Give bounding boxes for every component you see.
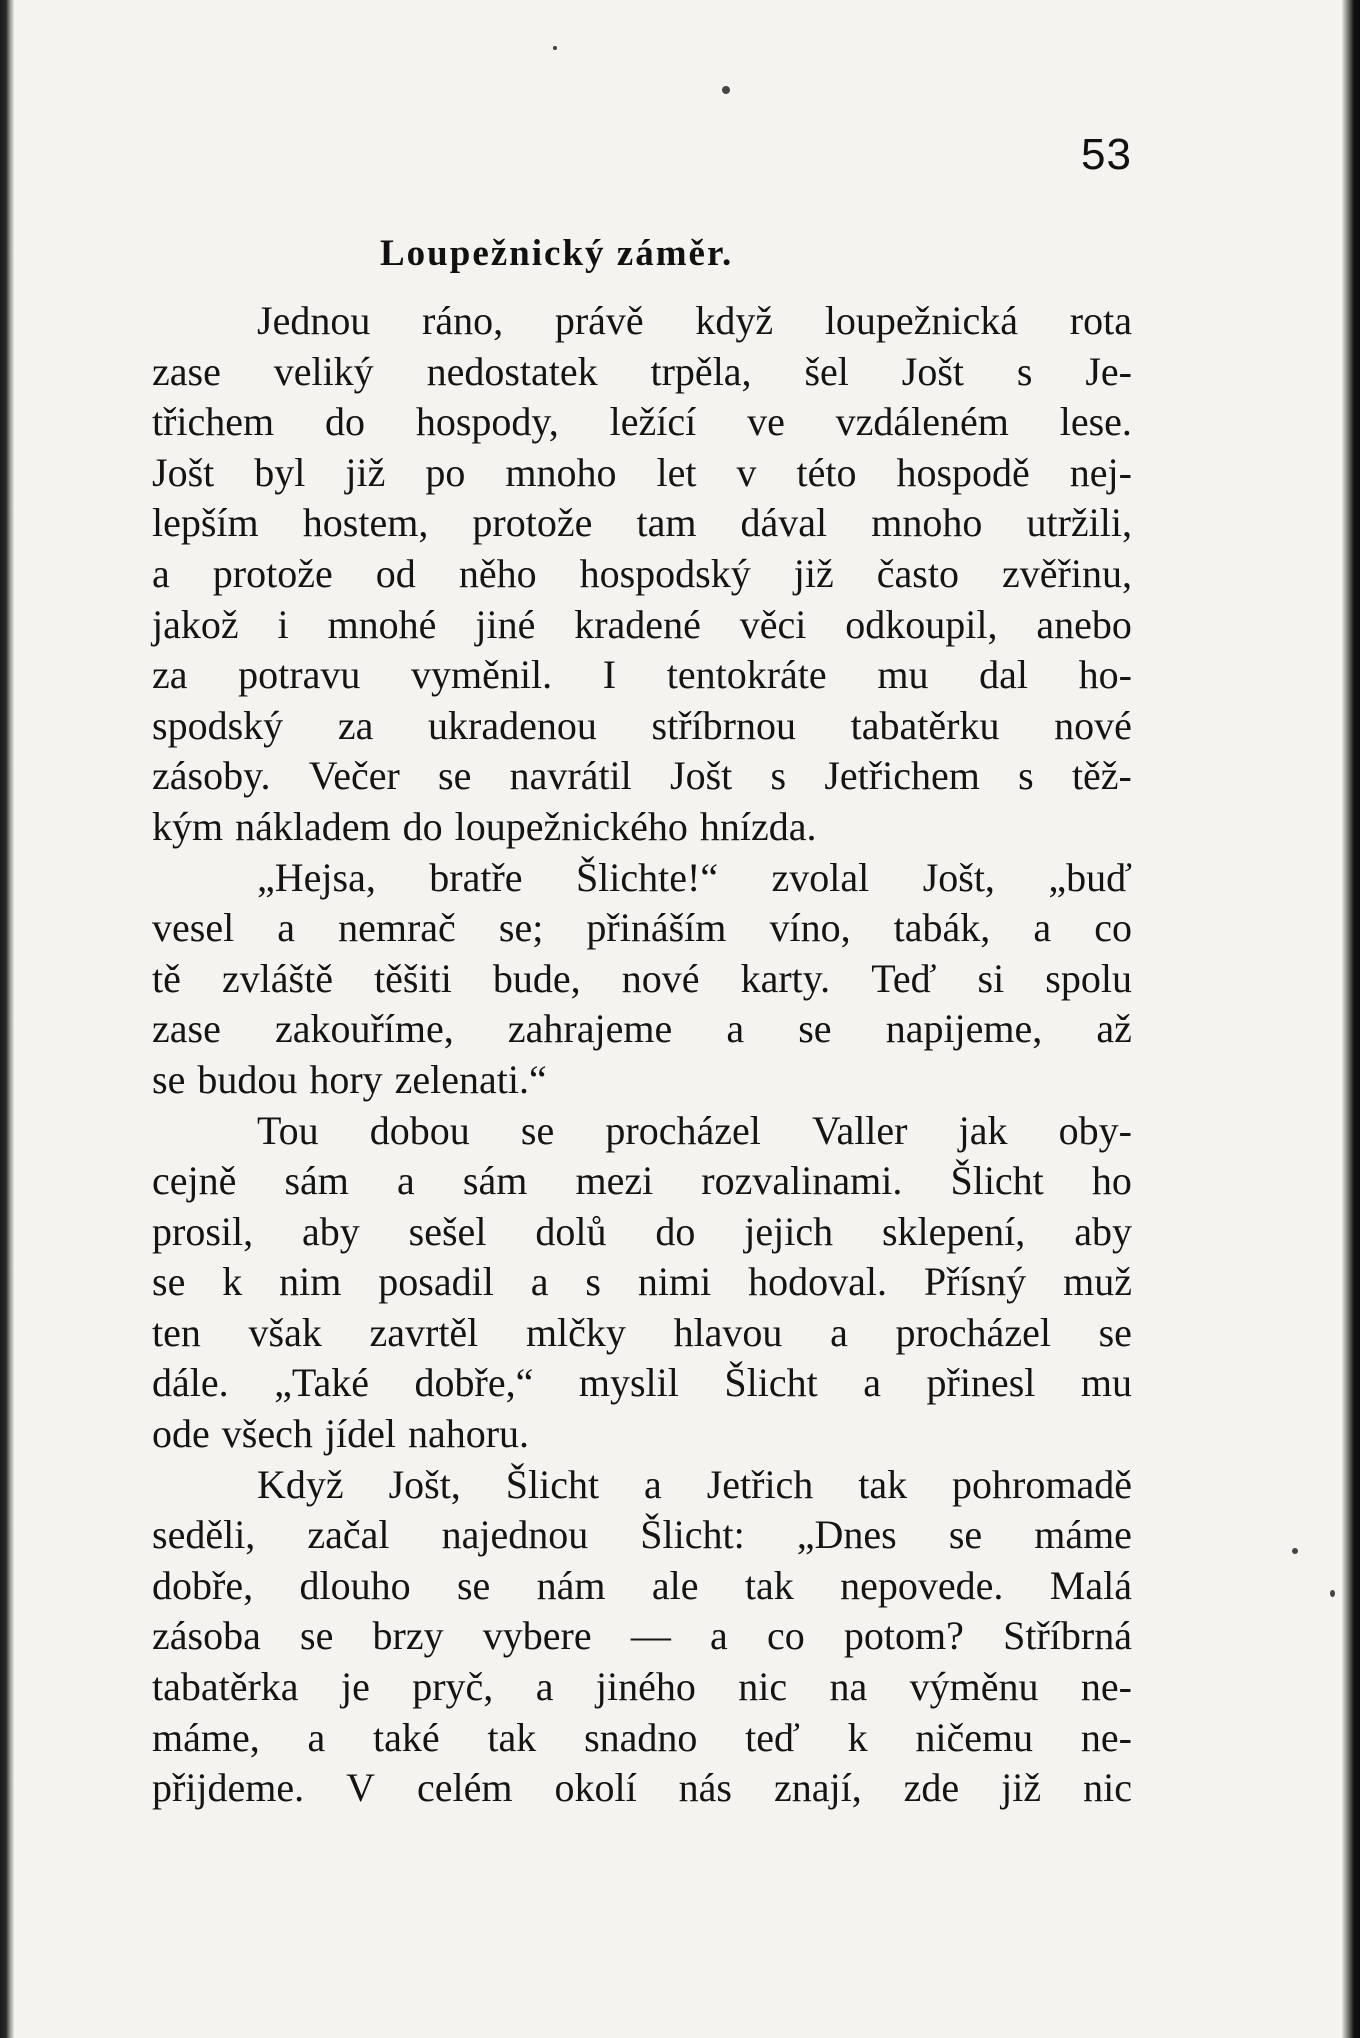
- word: do: [402, 803, 443, 849]
- word: dal: [979, 652, 1028, 698]
- word: přináším: [586, 905, 727, 951]
- word: muž: [1063, 1259, 1132, 1305]
- word: nej-: [1069, 449, 1132, 495]
- word: a: [152, 550, 170, 596]
- word: za: [337, 702, 374, 748]
- word: anebo: [1036, 601, 1132, 647]
- word: všech: [221, 1411, 313, 1457]
- word: Tou: [257, 1107, 319, 1153]
- word: potravu: [238, 652, 361, 698]
- text-line: [152, 296, 1132, 347]
- word: let: [656, 449, 697, 495]
- word: Jošt,: [388, 1461, 461, 1507]
- word: hospody,: [415, 399, 559, 445]
- word: okolí: [554, 1765, 637, 1811]
- word: za: [152, 652, 188, 698]
- word: nové: [1054, 702, 1132, 748]
- text-line: [152, 701, 1132, 752]
- text-line: [152, 600, 1132, 651]
- word: je: [340, 1664, 370, 1710]
- word: byl: [254, 449, 306, 495]
- word: jídel: [324, 1411, 396, 1457]
- word: přinesl: [926, 1360, 1036, 1406]
- word: dolů: [535, 1208, 607, 1254]
- word: Jošt: [152, 449, 215, 495]
- word: „Také: [274, 1360, 370, 1406]
- word: I: [602, 652, 617, 698]
- word: Jošt,: [922, 854, 995, 900]
- text-line: [152, 1662, 1132, 1713]
- word: tabatěrku: [850, 702, 1000, 748]
- word: hospodě: [896, 449, 1030, 495]
- word: i: [277, 601, 289, 647]
- text-line: [152, 1763, 1132, 1814]
- text-line: [152, 903, 1132, 954]
- word: od: [375, 550, 416, 596]
- word: něho: [458, 550, 537, 596]
- word: zvláště: [221, 955, 333, 1001]
- word: navrátil: [509, 753, 632, 799]
- word: zásoba: [152, 1613, 261, 1659]
- chapter-title: Loupežnický záměr.: [380, 233, 734, 274]
- word: na: [829, 1664, 868, 1710]
- word: k: [847, 1714, 868, 1760]
- word: protože: [472, 500, 593, 546]
- word: hlavou: [673, 1309, 783, 1355]
- word: ležící: [609, 399, 697, 445]
- word: sklepení,: [881, 1208, 1026, 1254]
- word: ne-: [1080, 1664, 1132, 1710]
- word: když: [695, 298, 774, 343]
- word: ráno,: [422, 298, 504, 343]
- word: aby: [1074, 1208, 1132, 1254]
- word: však: [248, 1309, 322, 1355]
- text-line: [152, 802, 1132, 853]
- word: mnoho: [505, 449, 617, 495]
- ink-speck: [1330, 1590, 1335, 1597]
- word: nepovede.: [840, 1562, 1004, 1608]
- text-line: [152, 1106, 1132, 1157]
- page-number: 53: [1081, 130, 1132, 179]
- text-line: [152, 549, 1132, 600]
- word: Přísný: [923, 1259, 1027, 1305]
- ink-speck: [722, 86, 730, 94]
- word: vzdáleném: [835, 399, 1009, 445]
- word: také: [373, 1714, 440, 1760]
- word: přijdeme.: [152, 1765, 305, 1811]
- word: odkoupil,: [845, 601, 998, 647]
- word: často: [876, 550, 959, 596]
- word: tabák,: [893, 905, 991, 951]
- word: se: [948, 1512, 983, 1558]
- word: aby: [302, 1208, 360, 1254]
- word: a: [277, 905, 296, 951]
- word: vybere: [482, 1613, 592, 1659]
- word: se: [438, 753, 472, 799]
- word: tak: [858, 1461, 908, 1507]
- word: zásoby.: [152, 753, 271, 799]
- word: cejně: [152, 1158, 237, 1204]
- word: spodský: [152, 702, 284, 748]
- word: po: [425, 449, 466, 495]
- word: hodoval.: [748, 1259, 888, 1305]
- word: co: [1094, 905, 1132, 951]
- word: mnoho: [871, 500, 983, 546]
- word: dobou: [369, 1107, 470, 1153]
- word: kým: [152, 803, 224, 849]
- word: Když: [257, 1461, 344, 1507]
- ink-speck: [553, 46, 557, 50]
- word: brzy: [372, 1613, 444, 1659]
- word: těž-: [1071, 753, 1132, 799]
- word: k: [222, 1259, 243, 1305]
- word: již: [345, 449, 386, 495]
- word: Jetřich: [706, 1461, 814, 1507]
- word: věci: [739, 601, 807, 647]
- word: dobře,“: [414, 1360, 534, 1406]
- word: zase: [152, 1006, 221, 1052]
- word: spolu: [1045, 955, 1132, 1001]
- word: posadil: [378, 1259, 494, 1305]
- word: až: [1096, 1006, 1132, 1052]
- word: co: [766, 1613, 805, 1659]
- word: jiné: [475, 601, 536, 647]
- word: a: [397, 1158, 415, 1204]
- word: s: [1018, 753, 1034, 799]
- word: tak: [487, 1714, 537, 1760]
- word: ničemu: [915, 1714, 1034, 1760]
- word: protože: [212, 550, 333, 596]
- word: Šlicht: [950, 1158, 1044, 1204]
- word: Jošt: [901, 348, 964, 394]
- word: výměnu: [909, 1664, 1039, 1710]
- word: ode: [152, 1411, 210, 1457]
- word: —: [630, 1613, 671, 1659]
- word: procházel: [895, 1309, 1051, 1355]
- word: tak: [744, 1562, 794, 1608]
- body-text: [152, 296, 1132, 1814]
- word: ho: [1091, 1158, 1132, 1204]
- text-line: [152, 1460, 1132, 1511]
- page-right-edge: [1342, 0, 1360, 2038]
- word: Šlicht: [724, 1360, 818, 1406]
- word: trpěla,: [650, 348, 752, 394]
- word: dále.: [152, 1360, 229, 1406]
- word: již: [1001, 1765, 1042, 1811]
- word: bratře: [429, 854, 523, 900]
- word: jiného: [595, 1664, 696, 1710]
- word: a: [863, 1360, 881, 1406]
- word: vyměnil.: [411, 652, 553, 698]
- text-line: [152, 1409, 1132, 1460]
- word: a: [530, 1259, 549, 1305]
- word: stříbrnou: [651, 702, 796, 748]
- word: Stříbrná: [1003, 1613, 1132, 1659]
- text-line: [152, 498, 1132, 549]
- word: nimi: [637, 1259, 712, 1305]
- word: nahoru.: [407, 1411, 530, 1457]
- word: ho-: [1078, 652, 1132, 698]
- word: ten: [152, 1309, 201, 1355]
- word: začal: [307, 1512, 390, 1558]
- word: nám: [536, 1562, 606, 1608]
- text-line: [152, 1713, 1132, 1764]
- word: bude,: [492, 955, 581, 1001]
- word: se: [152, 1056, 186, 1102]
- text-line: [152, 751, 1132, 802]
- word: nákladem: [235, 803, 391, 849]
- text-line: [152, 1308, 1132, 1359]
- word: tam: [636, 500, 697, 546]
- word: Jošt: [670, 753, 733, 799]
- word: lese.: [1059, 399, 1132, 445]
- word: myslil: [578, 1360, 679, 1406]
- word: víno,: [769, 905, 851, 951]
- word: napijeme,: [885, 1006, 1043, 1052]
- word: najednou: [441, 1512, 589, 1558]
- text-line: [152, 1510, 1132, 1561]
- word: ne-: [1080, 1714, 1132, 1760]
- word: nic: [738, 1664, 788, 1710]
- text-line: [152, 448, 1132, 499]
- text-line: [152, 397, 1132, 448]
- word: pohromadě: [952, 1461, 1132, 1507]
- word: zvolal: [771, 854, 870, 900]
- word: V: [346, 1765, 376, 1811]
- word: nim: [279, 1259, 342, 1305]
- word: Teď: [871, 955, 937, 1001]
- word: kradené: [574, 601, 701, 647]
- word: těšiti: [374, 955, 452, 1001]
- text-line: [152, 1257, 1132, 1308]
- word: sám: [284, 1158, 349, 1204]
- word: „Dnes: [796, 1512, 897, 1558]
- word: lepším: [152, 500, 259, 546]
- word: tabatěrka: [152, 1664, 299, 1710]
- text-line: [152, 650, 1132, 701]
- word: této: [796, 449, 857, 495]
- word: mu: [1080, 1360, 1132, 1406]
- word: tě: [152, 955, 181, 1001]
- word: Šlicht: [505, 1461, 600, 1507]
- word: v: [736, 449, 757, 495]
- word: se: [300, 1613, 334, 1659]
- text-line: [152, 853, 1132, 904]
- word: ukradenou: [428, 702, 597, 748]
- word: hospodský: [579, 550, 751, 596]
- word: nové: [621, 955, 700, 1001]
- word: seděli,: [152, 1512, 256, 1558]
- page-spine-edge: [0, 0, 14, 2038]
- word: loupežnická: [824, 298, 1019, 343]
- text-line: [152, 954, 1132, 1005]
- word: loupežnického: [454, 803, 688, 849]
- word: zavrtěl: [369, 1309, 479, 1355]
- word: s: [770, 753, 787, 799]
- word: celém: [417, 1765, 513, 1811]
- word: mezi: [575, 1158, 654, 1204]
- word: dával: [740, 500, 828, 546]
- word: se: [152, 1259, 186, 1305]
- word: a: [830, 1309, 848, 1355]
- word: zahrajeme: [507, 1006, 673, 1052]
- word: se: [456, 1562, 491, 1608]
- word: se: [798, 1006, 832, 1052]
- word: tentokráte: [666, 652, 827, 698]
- word: nedostatek: [426, 348, 598, 394]
- word: a: [307, 1714, 326, 1760]
- word: jak: [958, 1107, 1008, 1153]
- word: a: [644, 1461, 662, 1507]
- word: nás: [678, 1765, 732, 1811]
- text-line: [152, 1207, 1132, 1258]
- word: „Hejsa,: [257, 854, 376, 900]
- word: zase: [152, 348, 221, 394]
- word: Jednou: [257, 298, 371, 343]
- word: zde: [903, 1765, 960, 1811]
- word: máme: [1034, 1512, 1132, 1558]
- word: Večer: [308, 753, 400, 799]
- word: do: [325, 399, 365, 445]
- word: karty.: [740, 955, 831, 1001]
- word: Malá: [1049, 1562, 1132, 1608]
- word: se;: [498, 905, 544, 951]
- word: do: [655, 1208, 696, 1254]
- word: oby-: [1058, 1107, 1132, 1153]
- word: sešel: [408, 1208, 487, 1254]
- word: nic: [1083, 1765, 1132, 1811]
- word: sám: [462, 1158, 528, 1204]
- word: mu: [877, 652, 929, 698]
- word: se: [1098, 1309, 1132, 1355]
- word: Valler: [811, 1107, 908, 1153]
- text-line: [152, 1358, 1132, 1409]
- word: mlčky: [525, 1309, 626, 1355]
- word: veliký: [273, 348, 374, 394]
- ink-speck: [1292, 1548, 1298, 1554]
- word: Šlichte!“: [575, 854, 719, 900]
- word: zakouříme,: [274, 1006, 454, 1052]
- word: a: [710, 1613, 728, 1659]
- word: vesel: [152, 905, 235, 951]
- word: zvěřinu,: [1002, 550, 1132, 596]
- word: hostem,: [302, 500, 429, 546]
- word: teď: [745, 1714, 800, 1760]
- word: Je-: [1085, 348, 1132, 394]
- text-line: [152, 347, 1132, 398]
- text-line: [152, 1561, 1132, 1612]
- word: hnízda.: [699, 803, 817, 849]
- text-line: [152, 1611, 1132, 1662]
- word: rozvalinami.: [701, 1158, 903, 1204]
- word: rota: [1069, 298, 1132, 343]
- word: potom?: [843, 1613, 964, 1659]
- word: již: [793, 550, 834, 596]
- word: s: [1016, 348, 1033, 394]
- word: budou: [197, 1056, 298, 1102]
- word: dobře,: [152, 1562, 254, 1608]
- word: šel: [804, 348, 849, 394]
- word: procházel: [605, 1107, 761, 1153]
- word: pryč,: [412, 1664, 494, 1710]
- word: nemrač: [338, 905, 456, 951]
- word: máme,: [152, 1714, 260, 1760]
- word: se: [520, 1107, 555, 1153]
- word: zelenati.“: [394, 1056, 547, 1102]
- word: mnohé: [327, 601, 437, 647]
- word: dlouho: [299, 1562, 411, 1608]
- word: a: [1033, 905, 1052, 951]
- word: Šlicht:: [640, 1512, 745, 1558]
- word: hory: [309, 1056, 383, 1102]
- text-line: [152, 1055, 1132, 1106]
- word: znají,: [773, 1765, 862, 1811]
- word: a: [726, 1006, 745, 1052]
- word: si: [977, 955, 1005, 1001]
- word: jakož: [152, 601, 239, 647]
- word: a: [535, 1664, 554, 1710]
- word: s: [585, 1259, 601, 1305]
- word: snadno: [584, 1714, 698, 1760]
- word: ale: [651, 1562, 699, 1608]
- word: Jetřichem: [824, 753, 980, 799]
- word: jejich: [744, 1208, 834, 1254]
- word: třichem: [152, 399, 275, 445]
- word: „buď: [1048, 854, 1132, 900]
- word: právě: [554, 298, 644, 343]
- text-line: [152, 1004, 1132, 1055]
- word: ve: [747, 399, 785, 445]
- text-line: [152, 1156, 1132, 1207]
- word: utržili,: [1026, 500, 1132, 546]
- word: prosil,: [152, 1208, 254, 1254]
